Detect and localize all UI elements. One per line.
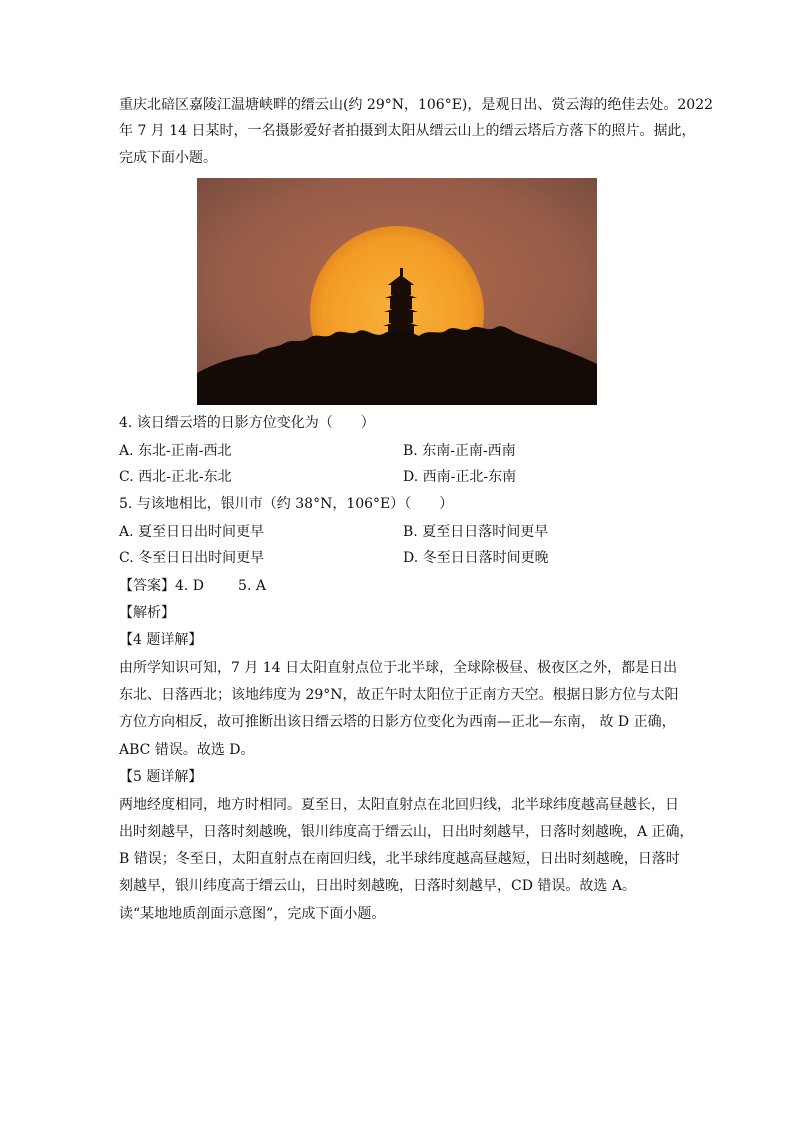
detail4-line-1: 由所学知识可知，7 月 14 日太阳直射点位于北半球，全球除极昼、极夜区之外，都是日出: [119, 660, 678, 676]
q4-option-b: B. 东南-正南-西南: [403, 443, 516, 459]
answer-q5: 5. A: [238, 578, 266, 594]
q4-stem: 4. 该日缙云塔的日影方位变化为（ ）: [119, 415, 375, 431]
detail5-label: 【5 题详解】: [119, 769, 203, 785]
intro-line-1: 重庆北碚区嘉陵江温塘峡畔的缙云山(约 29°N，106°E)，是观日出、赏云海的绝佳去处。2022: [119, 97, 714, 113]
detail5-line-3: B 错误；冬至日，太阳直射点在南回归线，北半球纬度越高昼越短，日出时刻越晚，日落时: [119, 851, 680, 867]
detail4-line-4: ABC 错误。故选 D。: [119, 742, 255, 758]
detail5-line-2: 出时刻越早，日落时刻越晚，银川纬度高于缙云山，日出时刻越早，日落时刻越晚，A 正确，: [119, 824, 694, 840]
next-question-intro: 读“某地地质剖面示意图”，完成下面小题。: [119, 906, 386, 922]
analysis-label: 【解析】: [119, 605, 175, 621]
intro-line-3: 完成下面小题。: [119, 150, 217, 166]
detail4-line-2: 东北、日落西北；该地纬度为 29°N，故正午时太阳位于正南方天空。根据日影方位与太阳: [119, 687, 679, 703]
q5-option-b: B. 夏至日日落时间更早: [403, 524, 549, 540]
detail5-line-1: 两地经度相同，地方时相同。夏至日，太阳直射点在北回归线，北半球纬度越高昼越长，日: [119, 797, 679, 813]
q5-option-a: A. 夏至日日出时间更早: [119, 524, 265, 540]
answer-line: [119, 576, 266, 596]
answer-label: 【答案】: [119, 578, 175, 594]
intro-line-2: 年 7 月 14 日某时，一名摄影爱好者拍摄到太阳从缙云山上的缙云塔后方落下的照片。据此，: [119, 123, 696, 139]
detail5-line-4: 刻越早，银川纬度高于缙云山，日出时刻越晚，日落时刻越早，CD 错误。故选 A。: [119, 878, 636, 894]
q5-stem: 5. 与该地相比，银川市（约 38°N，106°E）（ ）: [119, 496, 454, 512]
q4-option-a: A. 东北-正南-西北: [119, 443, 232, 459]
detail4-line-3: 方位方向相反，故可推断出该日缙云塔的日影方位变化为西南—正北—东南， 故 D 正确，: [119, 714, 676, 730]
answer-q4: 4. D: [175, 578, 205, 594]
q4-option-c: C. 西北-正北-东北: [119, 469, 232, 485]
detail4-label: 【4 题详解】: [119, 632, 203, 648]
q5-option-c: C. 冬至日日出时间更早: [119, 550, 265, 566]
q5-option-d: D. 冬至日日落时间更晚: [403, 550, 549, 566]
sunset-pagoda-photo: [197, 178, 597, 405]
q4-option-d: D. 西南-正北-东南: [403, 469, 517, 485]
